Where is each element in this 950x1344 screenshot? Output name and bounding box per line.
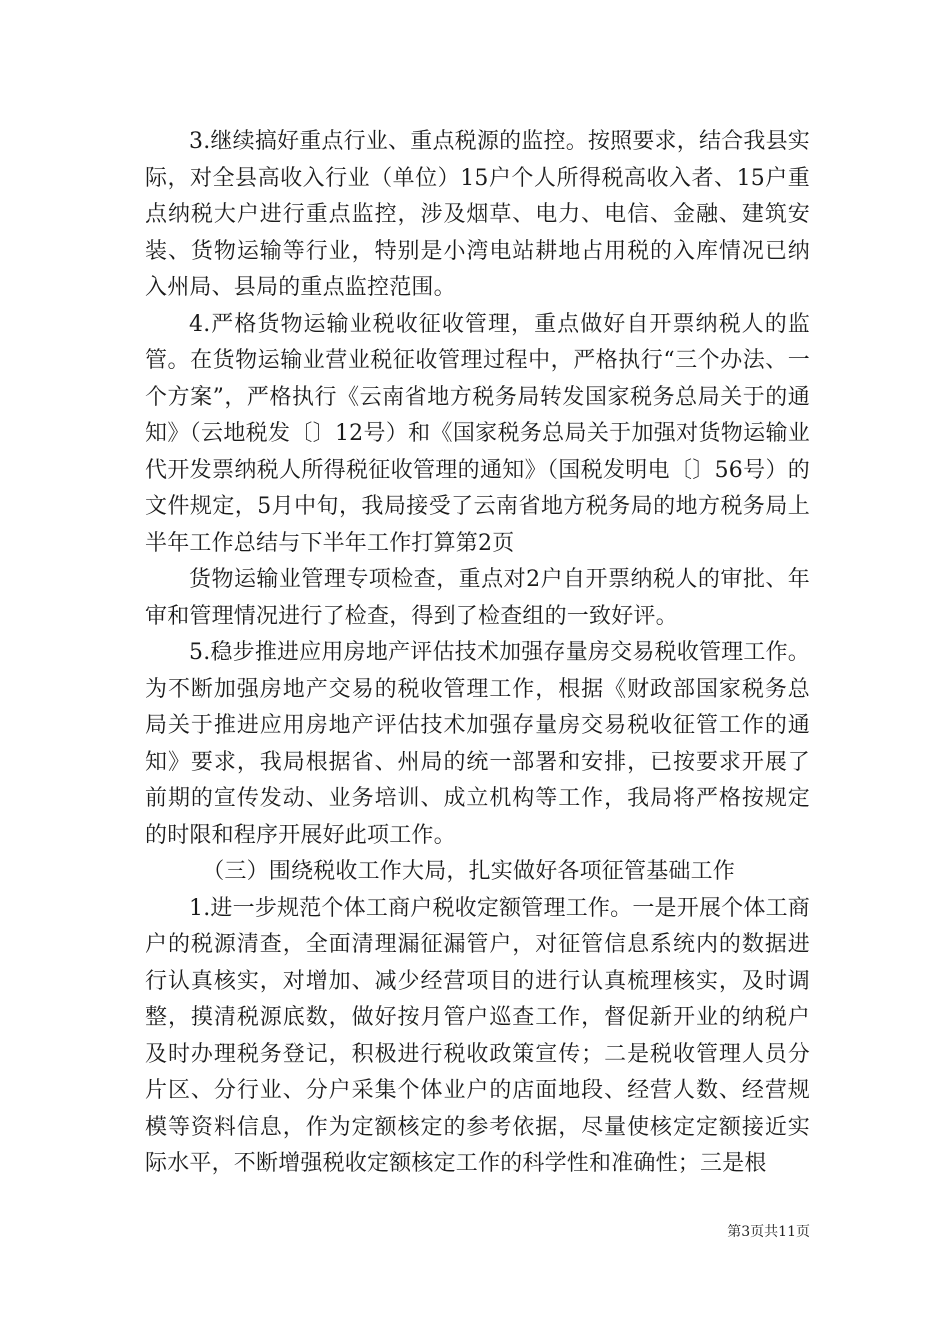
document-body [145, 124, 810, 1183]
paragraph-freight-inspection: 货物运输业管理专项检查，重点对2户自开票纳税人的审批、年审和管理情况进行了检查，得到了检查组的一致好评。 [145, 567, 810, 629]
paragraph-item-5-real-estate: 5.稳步推进应用房地产评估技术加强存量房交易税收管理工作。为不断加强房地产交易的税收管理工作，根据《财政部国家税务总局关于推进应用房地产评估技术加强存量房交易税收征管工作的通知》要求，我局根据省、州局的统一部署和安排，已按要求开展了前期的宣传发动、业务培训、成立机构等工作，我局将严格按规定的时限和程序开展好此项工作。 [145, 640, 810, 848]
paragraph-item-1-individual-business: 1.进一步规范个体工商户税收定额管理工作。一是开展个体工商户的税源清查，全面清理漏征漏管户，对征管信息系统内的数据进行认真核实，对增加、减少经营项目的进行认真梳理核实，及时调整，摸清税源底数，做好按月管户巡查工作，督促新开业的纳税户及时办理税务登记，积极进行税收政策宣传；二是税收管理人员分片区、分行业、分户采集个体业户的店面地段、经营人数、经营规模等资料信息，作为定额核定的参考依据，尽量使核定定额接近实际水平，不断增强税收定额核定工作的科学性和准确性；三是根 [145, 895, 810, 1176]
section-heading-3: （三）围绕税收工作大局，扎实做好各项征管基础工作 [202, 859, 735, 884]
paragraph-item-3-key-sources: 3.继续搞好重点行业、重点税源的监控。按照要求，结合我县实际，对全县高收入行业（单位）15户个人所得税高收入者、15户重点纳税大户进行重点监控，涉及烟草、电力、电信、金融、建筑安装、货物运输等行业，特别是小湾电站耕地占用税的入库情况已纳入州局、县局的重点监控范围。 [145, 129, 810, 300]
paragraph-item-4-freight-tax: 4.严格货物运输业税收征收管理，重点做好自开票纳税人的监管。在货物运输业营业税征收管理过程中，严格执行“三个办法、一个方案”，严格执行《云南省地方税务局转发国家税务总局关于的通知》（云地税发〔〕12号）和《国家税务总局关于加强对货物运输业代开发票纳税人所得税征收管理的通知》（国税发明电〔〕56号）的文件规定，5月中旬，我局接受了云南省地方税务局的地方税务局上半年工作总结与下半年工作打算第2页 [145, 311, 810, 556]
page-number-footer: 第3页共11页 [727, 1224, 810, 1240]
